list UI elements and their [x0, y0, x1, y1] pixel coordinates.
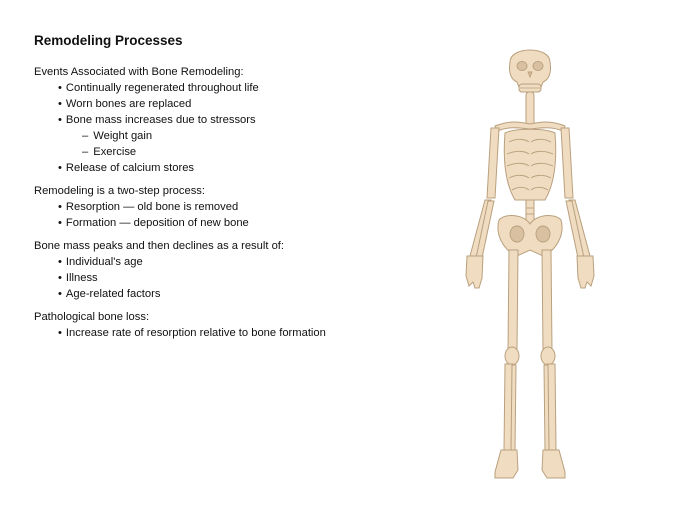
slide-title: Remodeling Processes: [34, 33, 183, 48]
skeleton-illustration: [455, 38, 605, 483]
section-pathological-bone-loss: [34, 309, 364, 341]
list-item: • Resorption — old bone is removed: [34, 199, 364, 215]
section-bone-remodeling-events: [34, 64, 364, 176]
sub-list-item: – Weight gain: [34, 128, 364, 144]
skeleton-bones: [466, 50, 594, 478]
bullet-list: [34, 199, 364, 231]
section-heading: Bone mass peaks and then declines as a result of:: [34, 240, 285, 252]
list-item: • Continually regenerated throughout life: [34, 80, 364, 96]
section-heading: Remodeling is a two-step process:: [34, 185, 205, 197]
list-item: • Worn bones are replaced: [34, 96, 364, 112]
section-heading: Events Associated with Bone Remodeling:: [34, 66, 244, 78]
list-item: • Age-related factors: [34, 286, 364, 302]
sub-list-item: – Exercise: [34, 144, 364, 160]
list-item: • Illness: [34, 270, 364, 286]
section-two-step-process: [34, 183, 364, 231]
list-item: • Release of calcium stores: [34, 160, 364, 176]
bullet-list: [34, 254, 364, 302]
bullet-list: [34, 325, 364, 341]
list-item: • Individual's age: [34, 254, 364, 270]
bullet-list: [34, 80, 364, 176]
list-item: • Increase rate of resorption relative to bone formation: [34, 325, 364, 341]
section-heading: Pathological bone loss:: [34, 311, 150, 323]
list-item: • Formation — deposition of new bone: [34, 215, 364, 231]
list-item: • Bone mass increases due to stressors: [34, 112, 364, 128]
section-bone-mass-decline: [34, 238, 364, 302]
slide-content: [34, 64, 364, 348]
